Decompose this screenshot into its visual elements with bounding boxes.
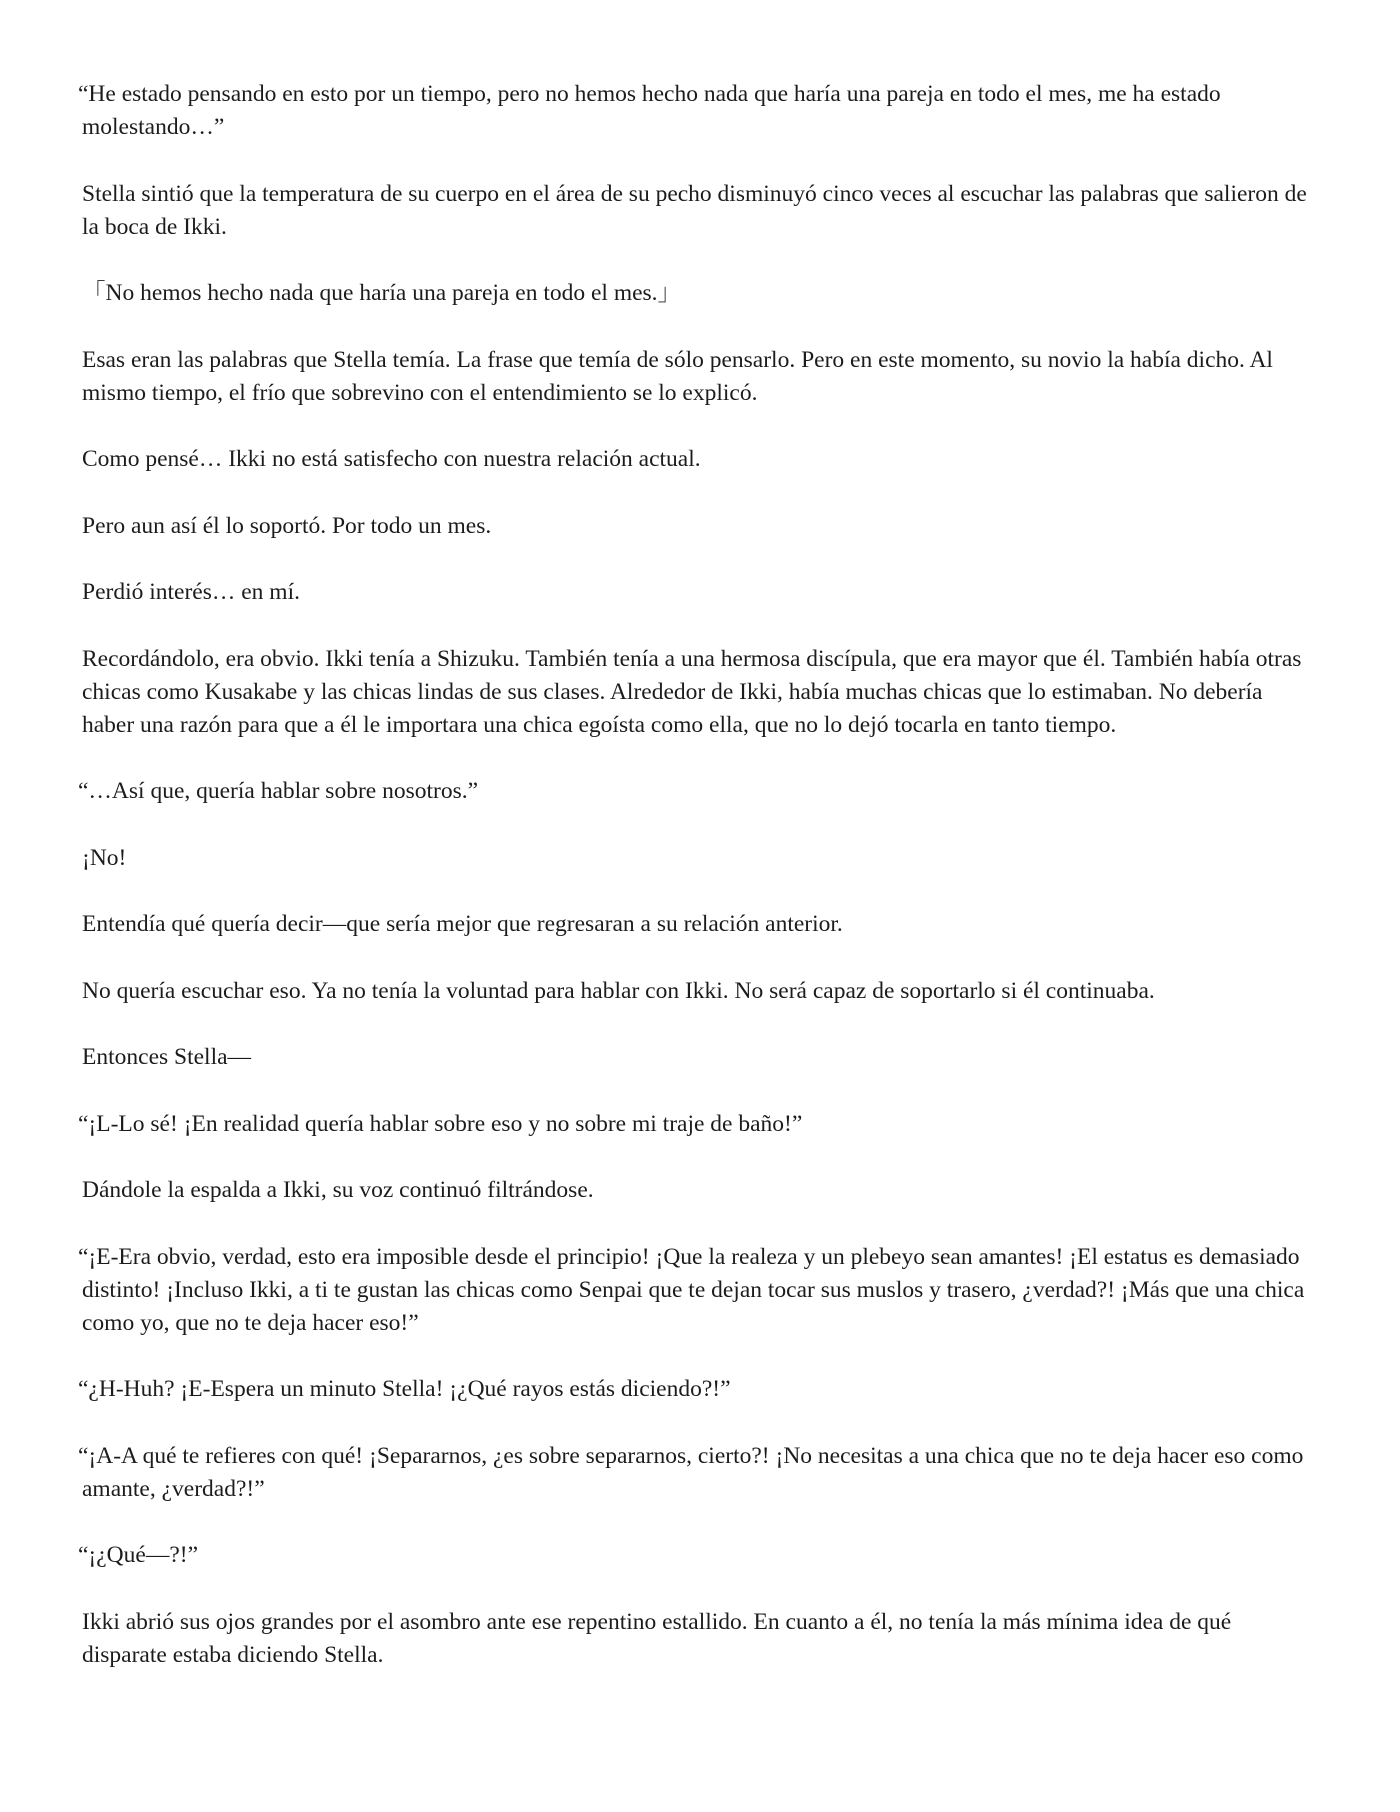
paragraph-18: “¡A-A qué te refieres con qué! ¡Separarnos, ¿es sobre separarnos, cierto?! ¡No necesitas a una chica que no te deja hacer eso como amante, ¿verdad?!”	[78, 1442, 1304, 1502]
paragraph-4: Esas eran las palabras que Stella temía. La frase que temía de sólo pensarlo. Pero en este momento, su novio la había dicho. Al mismo tiempo, el frío que sobrevino con el entendimiento se lo explicó.	[82, 346, 1273, 406]
paragraph-17: “¿H-Huh? ¡E-Espera un minuto Stella! ¡¿Qué rayos estás diciendo?!”	[78, 1376, 731, 1402]
document-body	[78, 78, 1318, 1672]
paragraph-2: Stella sintió que la temperatura de su cuerpo en el área de su pecho disminuyó cinco veces al escuchar las palabras que salieron de la boca de Ikki.	[82, 180, 1307, 240]
paragraph-3: 「No hemos hecho nada que haría una pareja en todo el mes.」	[82, 280, 682, 306]
paragraph-9: “…Así que, quería hablar sobre nosotros.”	[78, 778, 479, 804]
paragraph-6: Pero aun así él lo soportó. Por todo un mes.	[82, 512, 492, 539]
paragraph-16: “¡E-Era obvio, verdad, esto era imposible desde el principio! ¡Que la realeza y un plebeyo sean amantes! ¡El estatus es demasiado distinto! ¡Incluso Ikki, a ti te gustan las chicas como Senpai que te dejan tocar sus muslos y trasero, ¿verdad?! ¡Más que una chica como yo, que no te deja hacer eso!”	[78, 1243, 1305, 1336]
paragraph-10: ¡No!	[82, 844, 127, 871]
paragraph-8: Recordándolo, era obvio. Ikki tenía a Shizuku. También tenía a una hermosa discípula, que era mayor que él. También había otras chicas como Kusakabe y las chicas lindas de sus clases. Alrededor de Ikki, había muchas chicas que lo estimaban. No debería haber una razón para que a él le importara una chica egoísta como ella, que no lo dejó tocarla en tanto tiempo.	[82, 645, 1302, 738]
paragraph-13: Entonces Stella—	[82, 1044, 252, 1070]
paragraph-12: No quería escuchar eso. Ya no tenía la voluntad para hablar con Ikki. No será capaz de soportarlo si él continuaba.	[82, 977, 1155, 1004]
paragraph-5: Como pensé… Ikki no está satisfecho con nuestra relación actual.	[82, 446, 701, 472]
paragraph-14: “¡L-Lo sé! ¡En realidad quería hablar sobre eso y no sobre mi traje de baño!”	[78, 1110, 803, 1137]
paragraph-11: Entendía qué quería decir—que sería mejor que regresaran a su relación anterior.	[82, 911, 843, 937]
paragraph-1: “He estado pensando en esto por un tiempo, pero no hemos hecho nada que haría una pareja en todo el mes, me ha estado molestando…”	[78, 81, 1221, 140]
paragraph-19: “¡¿Qué—?!”	[78, 1542, 199, 1568]
paragraph-20: Ikki abrió sus ojos grandes por el asombro ante ese repentino estallido. En cuanto a él, no tenía la más mínima idea de qué disparate estaba diciendo Stella.	[82, 1608, 1232, 1668]
paragraph-7: Perdió interés… en mí.	[82, 579, 300, 605]
paragraph-15: Dándole la espalda a Ikki, su voz continuó filtrándose.	[82, 1177, 594, 1203]
